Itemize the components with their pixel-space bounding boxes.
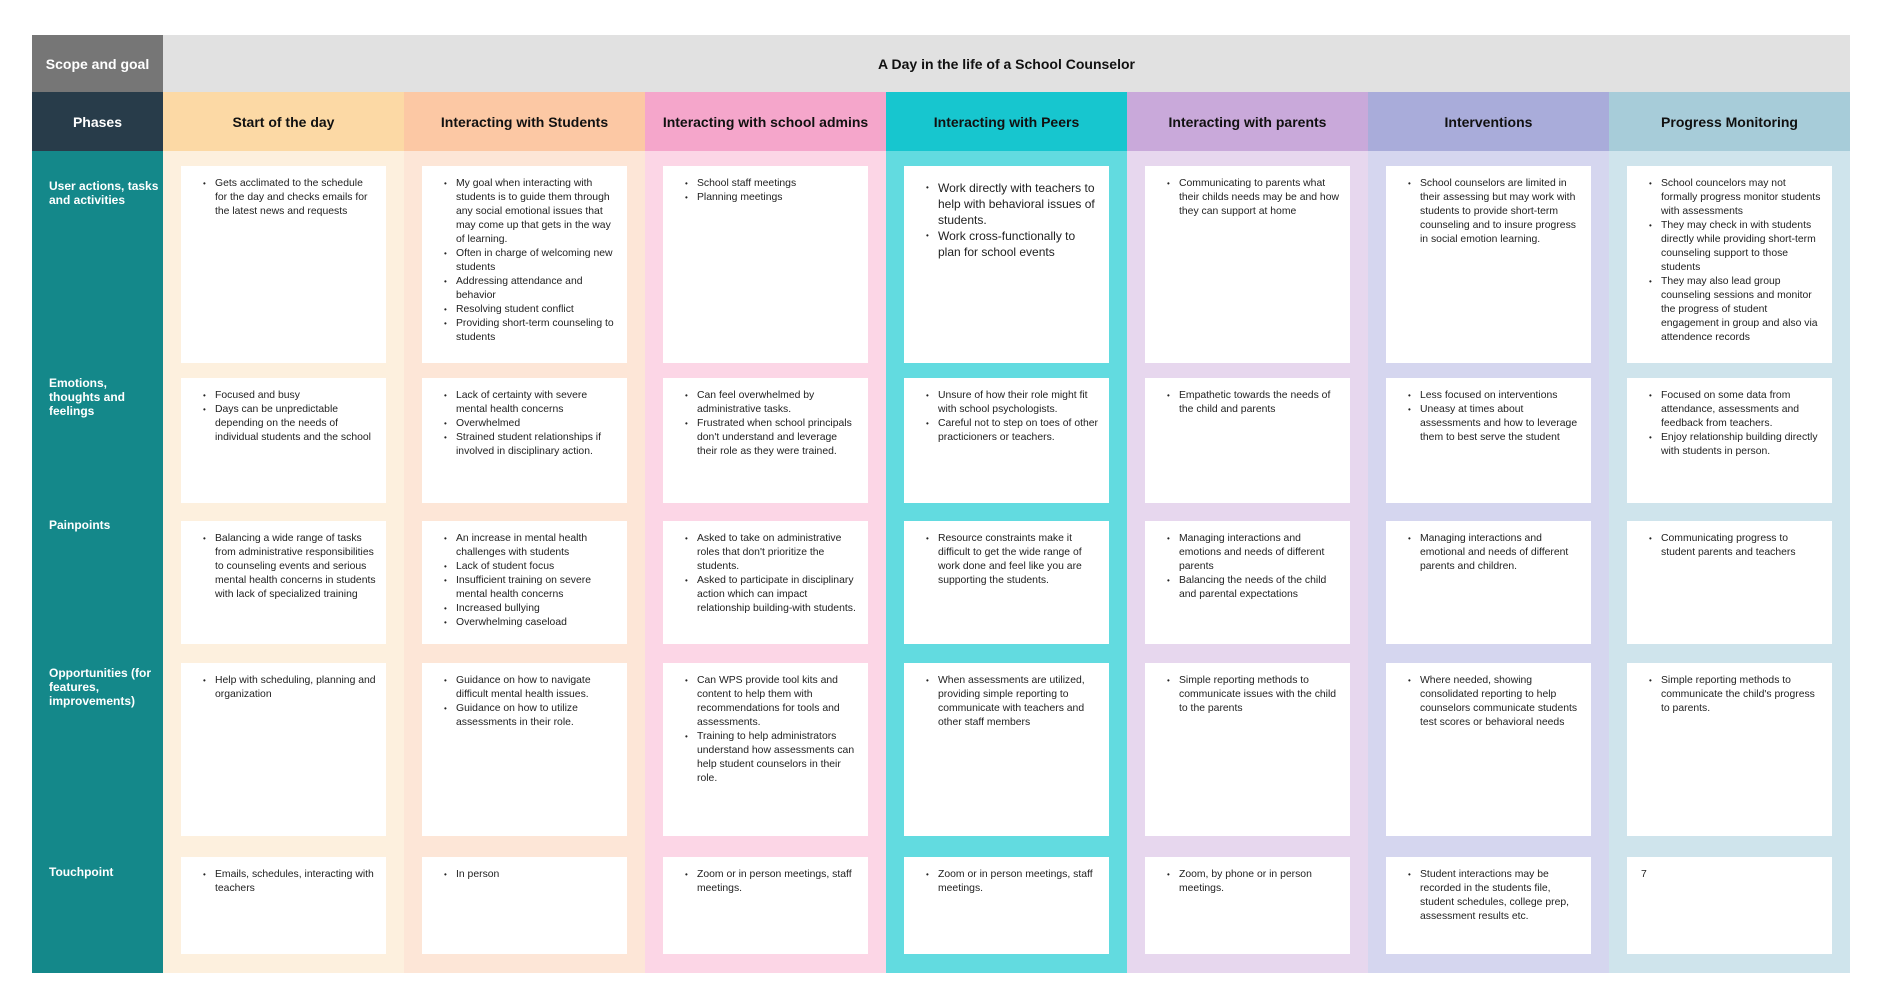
card-bullet-list — [432, 177, 617, 345]
row-label-touchpoint: Touchpoint — [49, 865, 114, 879]
phase-column — [1368, 92, 1609, 973]
card-bullet-list — [1155, 868, 1340, 896]
scope-label: Scope and goal — [32, 35, 163, 92]
card-bullet: • Insufficient training on severe mental health concerns — [456, 574, 617, 602]
phase-card — [904, 166, 1109, 363]
card-bullet-list — [1396, 177, 1581, 247]
card-bullet-list — [1396, 868, 1581, 924]
row-label-painpoints: Painpoints — [49, 518, 111, 532]
card-bullet: • Communicating progress to student parents and teachers — [1661, 532, 1822, 560]
card-bullet: • Increased bullying — [456, 602, 617, 616]
card-bullet: • Guidance on how to navigate difficult mental health issues. — [456, 674, 617, 702]
card-bullet-list — [1155, 177, 1340, 219]
phase-column — [404, 92, 645, 973]
phase-card — [1386, 663, 1591, 836]
phase-card — [1145, 378, 1350, 503]
card-bullet: • Balancing the needs of the child and parental expectations — [1179, 574, 1340, 602]
card-bullet-list — [432, 389, 617, 459]
card-bullet: • Work cross-functionally to plan for school events — [938, 228, 1099, 260]
phase-card — [904, 521, 1109, 644]
phase-card — [181, 857, 386, 954]
phase-card — [181, 166, 386, 363]
card-bullet: • Often in charge of welcoming new students — [456, 247, 617, 275]
card-bullet: • An increase in mental health challenges with students — [456, 532, 617, 560]
card-bullet: • They may check in with students directly while providing short-term counseling support to those students — [1661, 219, 1822, 275]
phase-card — [1145, 857, 1350, 954]
card-bullet-list — [914, 180, 1099, 260]
card-bullet: • Balancing a wide range of tasks from administrative responsibilities to counseling events and serious mental health concerns in students with lack of specialized training — [215, 532, 376, 602]
card-bullet: • Less focused on interventions — [1420, 389, 1581, 403]
card-bullet: • School staff meetings — [697, 177, 858, 191]
card-bullet: • School councelors may not formally progress monitor students with assessments — [1661, 177, 1822, 219]
card-bullet: • Resolving student conflict — [456, 303, 617, 317]
card-bullet-list — [1155, 532, 1340, 602]
card-bullet: • Overwhelming caseload — [456, 616, 617, 630]
card-bullet-list — [673, 532, 858, 616]
card-bullet: • Asked to participate in disciplinary action which can impact relationship building-with students. — [697, 574, 858, 616]
phase-card — [663, 857, 868, 954]
card-bullet: • Focused on some data from attendance, assessments and feedback from teachers. — [1661, 389, 1822, 431]
phase-card — [1386, 166, 1591, 363]
phase-card — [422, 378, 627, 503]
row-label-user-actions: User actions, tasks and activities — [49, 179, 159, 207]
card-bullet-list — [673, 389, 858, 459]
card-bullet: • Resource constraints make it difficult to get the wide range of work done and feel like you are supporting the students. — [938, 532, 1099, 588]
journey-title: A Day in the life of a School Counselor — [163, 35, 1850, 92]
card-bullet: • Zoom, by phone or in person meetings. — [1179, 868, 1340, 896]
card-bullet-list — [432, 532, 617, 630]
card-bullet: • Unsure of how their role might fit with school psychologists. — [938, 389, 1099, 417]
card-bullet: • Can feel overwhelmed by administrative tasks. — [697, 389, 858, 417]
card-bullet: • School counselors are limited in their assessing but may work with students to provide short-term counseling and to insure progress in social emotion learning. — [1420, 177, 1581, 247]
card-bullet: • Days can be unpredictable depending on the needs of individual students and the school — [215, 403, 376, 445]
card-bullet: • Overwhelmed — [456, 417, 617, 431]
card-bullet-list — [1637, 532, 1822, 560]
phase-header: Interventions — [1368, 92, 1609, 151]
card-bullet-list — [673, 868, 858, 896]
card-bullet: • Asked to take on administrative roles that don't prioritize the students. — [697, 532, 858, 574]
card-bullet: • Guidance on how to utilize assessments in their role. — [456, 702, 617, 730]
card-bullet-list — [1155, 674, 1340, 716]
card-bullet-list — [673, 674, 858, 786]
row-label-emotions: Emotions, thoughts and feelings — [49, 376, 125, 418]
phase-card — [663, 166, 868, 363]
card-bullet-list — [914, 532, 1099, 588]
card-bullet-list — [1637, 177, 1822, 345]
phase-card — [181, 663, 386, 836]
card-bullet-list — [1637, 674, 1822, 716]
card-bullet-list — [673, 177, 858, 205]
card-bullet: • Strained student relationships if involved in disciplinary action. — [456, 431, 617, 459]
card-bullet: • When assessments are utilized, providing simple reporting to communicate with teachers and other staff members — [938, 674, 1099, 730]
card-bullet: • Training to help administrators understand how assessments can help student counselors in their role. — [697, 730, 858, 786]
card-bullet: • Managing interactions and emotional and needs of different parents and children. — [1420, 532, 1581, 574]
card-bullet: • Providing short-term counseling to students — [456, 317, 617, 345]
phases-label: Phases — [32, 92, 163, 151]
card-bullet-list — [191, 532, 376, 602]
card-bullet: • Focused and busy — [215, 389, 376, 403]
card-bullet-list — [432, 868, 617, 882]
card-bullet-list — [914, 674, 1099, 730]
card-bullet: • Managing interactions and emotions and needs of different parents — [1179, 532, 1340, 574]
row-label-opportunities: Opportunities (for features, improvements) — [49, 666, 151, 708]
phase-card — [181, 378, 386, 503]
phase-card — [663, 378, 868, 503]
phase-card — [422, 663, 627, 836]
phase-card — [422, 166, 627, 363]
card-bullet: • They may also lead group counseling sessions and monitor the progress of student engagement in group and also via attendence records — [1661, 275, 1822, 345]
phase-card — [1627, 663, 1832, 836]
card-bullet: • Planning meetings — [697, 191, 858, 205]
card-bullet: • Enjoy relationship building directly with students in person. — [1661, 431, 1822, 459]
card-bullet: • Gets acclimated to the schedule for the day and checks emails for the latest news and requests — [215, 177, 376, 219]
card-bullet: • Zoom or in person meetings, staff meetings. — [938, 868, 1099, 896]
card-bullet-list — [914, 868, 1099, 896]
card-bullet: • Can WPS provide tool kits and content to help them with recommendations for tools and assessments. — [697, 674, 858, 730]
card-text: 7 — [1641, 869, 1647, 880]
card-bullet: • Simple reporting methods to communicate issues with the child to the parents — [1179, 674, 1340, 716]
card-bullet: • Lack of student focus — [456, 560, 617, 574]
card-bullet: • Careful not to step on toes of other practicioners or teachers. — [938, 417, 1099, 445]
phase-card — [1386, 378, 1591, 503]
card-bullet: • Where needed, showing consolidated reporting to help counselors communicate students test scores or behavioral needs — [1420, 674, 1581, 730]
phase-card — [1627, 521, 1832, 644]
card-bullet: • Student interactions may be recorded in the students file, student schedules, college prep, assessment results etc. — [1420, 868, 1581, 924]
phase-card — [904, 378, 1109, 503]
card-bullet-list — [1396, 532, 1581, 574]
card-bullet-list — [914, 389, 1099, 445]
phase-column — [645, 92, 886, 973]
phase-card — [1145, 166, 1350, 363]
card-bullet: • Emails, schedules, interacting with teachers — [215, 868, 376, 896]
phase-card — [904, 663, 1109, 836]
card-bullet: • Simple reporting methods to communicate the child's progress to parents. — [1661, 674, 1822, 716]
card-bullet-list — [1155, 389, 1340, 417]
phase-column — [886, 92, 1127, 973]
card-bullet-list — [191, 389, 376, 445]
card-bullet-list — [1396, 389, 1581, 445]
phase-card — [1627, 378, 1832, 503]
phase-column — [163, 92, 404, 973]
card-bullet: • Zoom or in person meetings, staff meetings. — [697, 868, 858, 896]
phase-header: Progress Monitoring — [1609, 92, 1850, 151]
phase-column — [1609, 92, 1850, 973]
card-bullet-list — [191, 868, 376, 896]
phase-card — [1627, 166, 1832, 363]
card-bullet: • Frustrated when school principals don't understand and leverage their role as they were trained. — [697, 417, 858, 459]
phase-card — [1386, 857, 1591, 954]
phase-header: Interacting with parents — [1127, 92, 1368, 151]
phase-card — [1145, 663, 1350, 836]
card-bullet-list — [191, 177, 376, 219]
phase-card — [904, 857, 1109, 954]
card-bullet-list — [1637, 389, 1822, 459]
phase-card — [1627, 857, 1832, 954]
phase-header: Interacting with Students — [404, 92, 645, 151]
phase-card — [422, 857, 627, 954]
phase-card — [663, 663, 868, 836]
card-bullet: • Addressing attendance and behavior — [456, 275, 617, 303]
card-bullet: • Work directly with teachers to help with behavioral issues of students. — [938, 180, 1099, 228]
card-bullet: • In person — [456, 868, 617, 882]
phase-card — [181, 521, 386, 644]
card-bullet: • Help with scheduling, planning and organization — [215, 674, 376, 702]
card-bullet: • My goal when interacting with students is to guide them through any social emotional issues that may come up that gets in the way of learning. — [456, 177, 617, 247]
card-bullet: • Lack of certainty with severe mental health concerns — [456, 389, 617, 417]
phase-card — [663, 521, 868, 644]
phase-column — [1127, 92, 1368, 973]
card-bullet-list — [432, 674, 617, 730]
phase-card — [1145, 521, 1350, 644]
card-bullet-list — [191, 674, 376, 702]
card-bullet: • Empathetic towards the needs of the child and parents — [1179, 389, 1340, 417]
phase-header: Interacting with Peers — [886, 92, 1127, 151]
row-labels-column — [32, 151, 163, 973]
phase-header: Start of the day — [163, 92, 404, 151]
phase-card — [422, 521, 627, 644]
phase-header: Interacting with school admins — [645, 92, 886, 151]
card-bullet: • Communicating to parents what their childs needs may be and how they can support at home — [1179, 177, 1340, 219]
journey-map — [32, 35, 1850, 973]
card-bullet: • Uneasy at times about assessments and how to leverage them to best serve the student — [1420, 403, 1581, 445]
phase-card — [1386, 521, 1591, 644]
card-bullet-list — [1396, 674, 1581, 730]
